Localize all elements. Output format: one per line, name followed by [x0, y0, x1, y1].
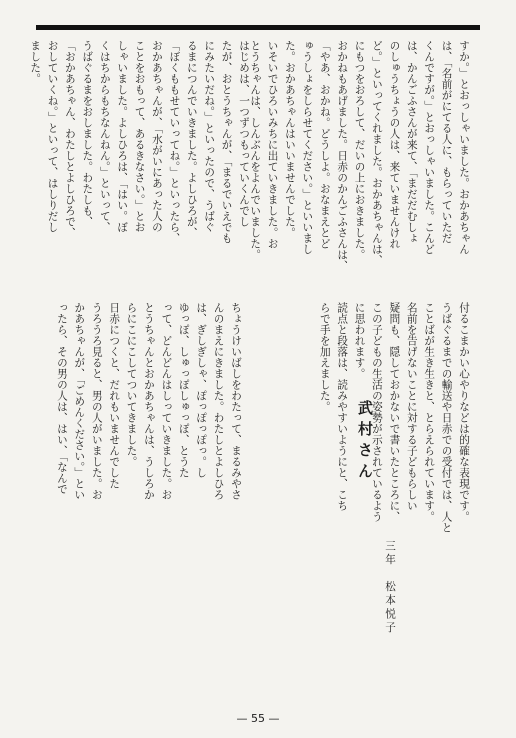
top-rule	[36, 25, 480, 30]
text-block-lower-left: ちょうけいばしをわたって、まるみやさ んのまえにきました。わたしとよしひろ は、ぎしぎしゃ、ぽっぽっぽっ。し ゆっぽ、しゅっぽしゅっぽ、とうた って、どんどんはしっていきました。お とうちゃんとおかあちゃんは、うしろか らにこにこしてついてきました。 日赤につくと、だれもいませんでした うろうろ見ると、男の人がいました。お かあちゃんが、「ごめんください。」とい ったら、その男の人は、はい、「なんで	[55, 302, 242, 501]
essay-title: 武村さん	[356, 400, 374, 484]
text-block-upper-right: すか。」とおっしゃいました。おかあちゃん は、「名前がにてる人に、もらっていただ くんですが。」とおっしゃいました。こんど は、かんごふさんが来て、「まだだむしょ のしゅうちょうの人は、来ていませんけれ ど。」といってくれました。おかあちゃんは、 にもつをおろして、だいの上におきました。 おかねもあげました。日赤のかんごふさんは、 「やあ、おかね。どうしよ。おなまえとど ゅうしょをしらせてください。」といいまし た。おかあちゃんはいいませんでした。 いそいでひろいみちに出ていきました。お とうちゃんは、しんぶんをよんでいました。	[249, 40, 470, 271]
page-number: — 55 —	[236, 712, 280, 725]
text-block-upper-left: はじめは、一つずつもっていくんでし たが、おとうちゃんが、「まるでいえでも にみたいだね。」といったので、うばぐ るまにつんでいきました。よしひろが、 「ぼくももせていってね。」といったら、 おかあちゃんが、「水がいにあった人の ことをおもって、あるきなさい。」とお しゃいました。よしひろは、「はい。ぼ くはちからもちなんねん。」といって、 うばぐるまをおしました。わたしも、 「おかあちゃん、わたしとよしひろで、 おしていくね。」といって、はしりだし ました。	[29, 40, 250, 244]
essay-byline: 三年 松本悦子	[384, 540, 396, 636]
text-block-lower-right: 付るこまかい心やりなどは的確な表現です。 うばぐるまでの輸送や日赤での受付では、人と ことばが生き生きと、とらえられています。 名前を告げないことに対する子どもらしい 疑問も、隠しておかないで書いたところに、 この子どもの生活の姿勢が示されているよう に思われます。 読点と段落は、読みやすいようにと、こち らで手を加えました。	[318, 302, 470, 533]
